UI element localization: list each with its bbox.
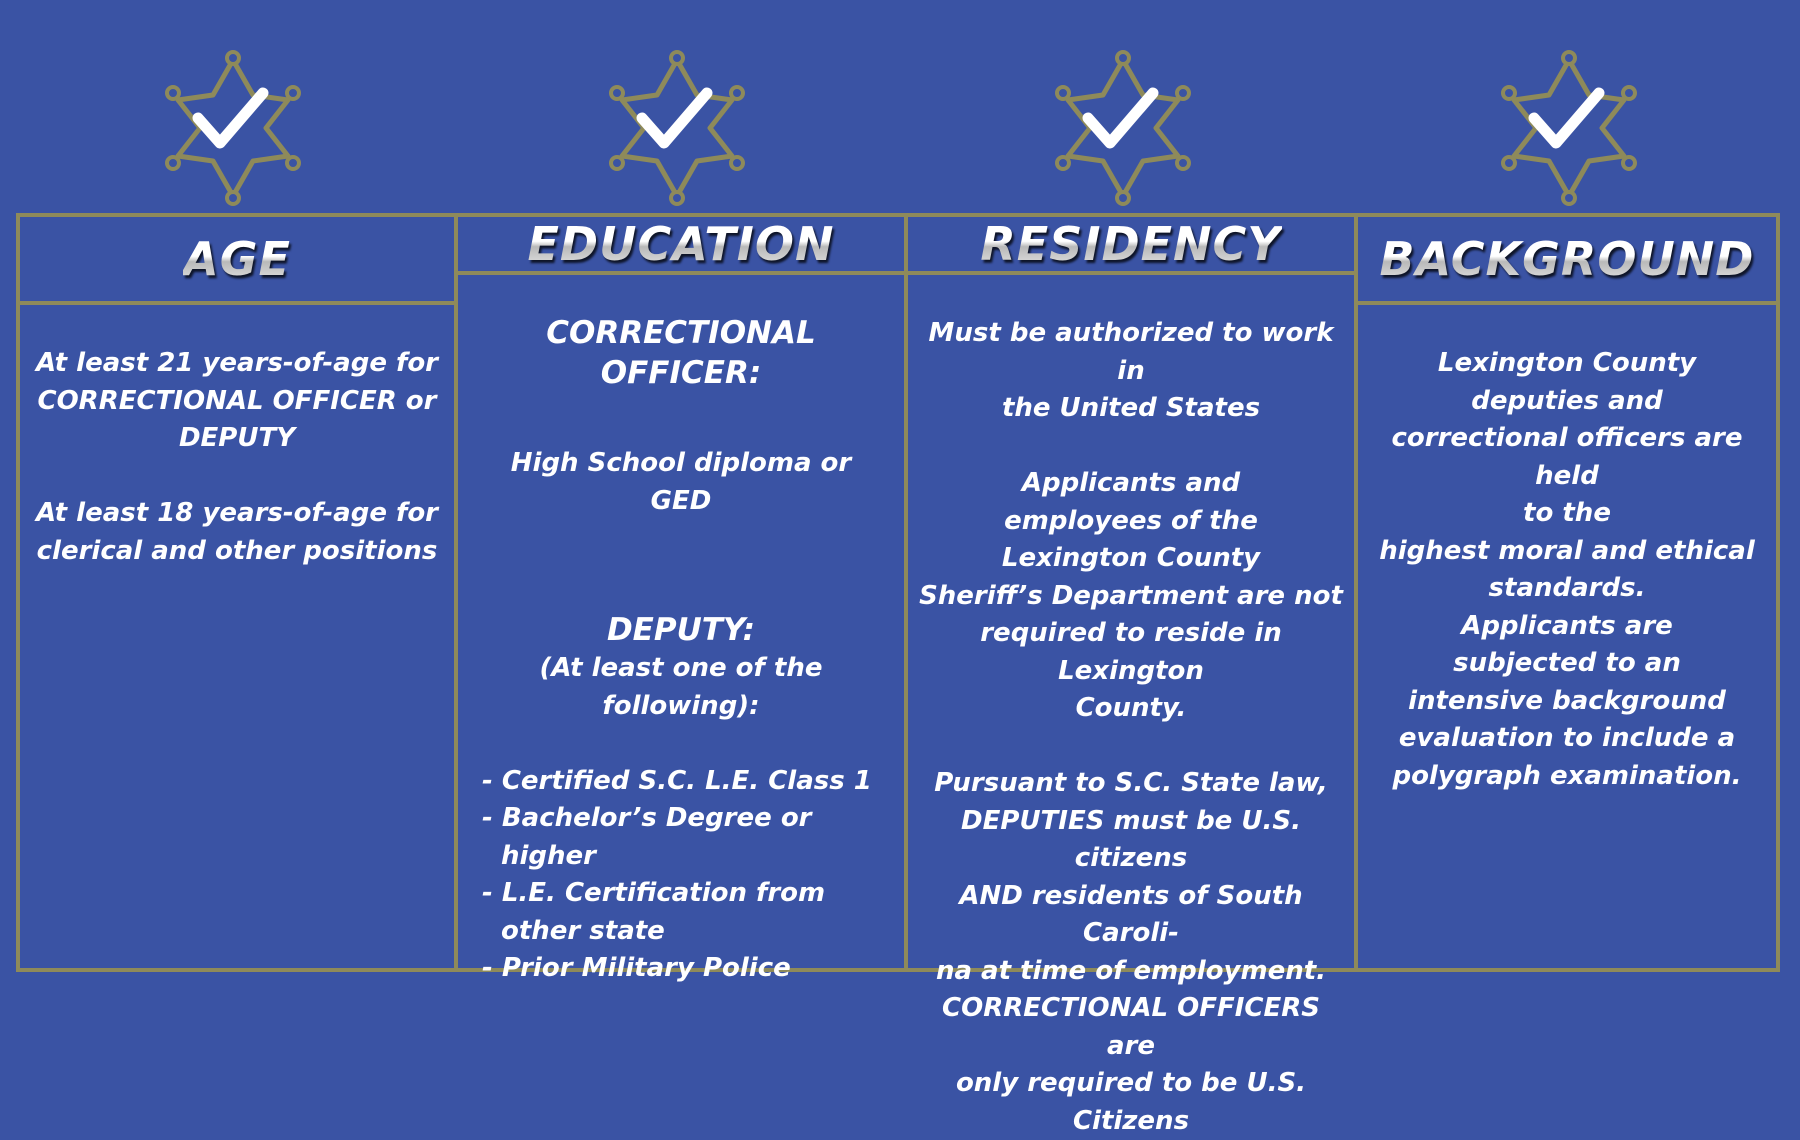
- background-title: BACKGROUND: [1379, 232, 1755, 286]
- age-line: DEPUTY: [178, 423, 296, 453]
- education-deputy-list: [468, 763, 894, 988]
- education-co-heading: CORRECTIONAL OFFICER:: [546, 315, 816, 391]
- residency-line: na at time of employment.: [935, 955, 1327, 986]
- residency-line: CORRECTIONAL OFFICERS are: [942, 993, 1320, 1061]
- residency-header: [908, 217, 1354, 275]
- background-column: [1358, 217, 1776, 968]
- background-line: polygraph examination.: [1392, 760, 1742, 791]
- education-deputy-sub: (At least one of the following):: [539, 653, 823, 721]
- age-body: [20, 305, 454, 968]
- residency-line: Must be authorized to work in: [928, 318, 1334, 386]
- age-line: CORRECTIONAL OFFICER or: [37, 385, 437, 416]
- residency-line: the United States: [1001, 393, 1261, 423]
- residency-line: employees of the: [1004, 505, 1258, 536]
- background-line: evaluation to include a: [1398, 723, 1736, 753]
- residency-line: DEPUTIES must be U.S. citizens: [961, 805, 1301, 873]
- residency-line: Applicants and: [1021, 468, 1241, 498]
- background-line: highest moral and ethical: [1379, 535, 1755, 566]
- residency-line: required to reside in Lexington: [980, 618, 1282, 686]
- background-line: to the: [1523, 498, 1611, 528]
- sheriff-star-check-icon: [1499, 48, 1639, 208]
- residency-line: Pursuant to S.C. State law,: [934, 768, 1328, 798]
- list-item: - L.E. Certification from other state: [482, 878, 826, 946]
- education-body: [458, 275, 904, 988]
- icon-row: [0, 0, 1800, 210]
- background-line: deputies and: [1471, 385, 1663, 416]
- list-item: - Prior Military Police: [482, 953, 791, 983]
- sheriff-star-check-icon-graphic: [1499, 48, 1639, 208]
- age-line: clerical and other positions: [36, 535, 438, 566]
- background-line: subjected to an: [1453, 648, 1681, 678]
- education-title: EDUCATION: [527, 217, 835, 271]
- age-header: [20, 217, 454, 305]
- list-item: - Bachelor’s Degree or higher: [482, 803, 812, 871]
- background-line: Applicants are: [1461, 610, 1673, 641]
- background-line: correctional officers are held: [1391, 423, 1743, 491]
- sheriff-star-check-icon: [163, 48, 303, 208]
- background-header: [1358, 217, 1776, 305]
- residency-line: AND residents of South Caroli-: [959, 880, 1303, 948]
- education-co-line: High School diploma or: [510, 448, 852, 478]
- background-body: [1358, 305, 1776, 968]
- residency-line: County.: [1075, 693, 1187, 723]
- residency-title: RESIDENCY: [980, 217, 1282, 271]
- age-line: At least 21 years-of-age for: [35, 348, 439, 378]
- background-line: standards.: [1488, 573, 1646, 603]
- age-title: AGE: [183, 232, 291, 286]
- education-column: [458, 217, 908, 983]
- sheriff-star-check-icon: [607, 48, 747, 208]
- background-line: intensive background: [1408, 685, 1726, 716]
- sheriff-star-check-icon-graphic: [1053, 48, 1193, 208]
- sheriff-star-check-icon-graphic: [163, 48, 303, 208]
- residency-line: Lexington County: [1001, 543, 1261, 573]
- residency-line: only required to be U.S. Citizens: [955, 1068, 1307, 1136]
- education-header: [458, 217, 904, 275]
- residency-body: [908, 275, 1354, 1140]
- background-line: Lexington County: [1437, 348, 1697, 378]
- residency-column: [908, 217, 1358, 1136]
- list-item: - Certified S.C. L.E. Class 1: [482, 765, 872, 796]
- education-deputy-heading: DEPUTY:: [606, 612, 756, 648]
- residency-line: Sheriff’s Department are not: [919, 580, 1343, 611]
- age-line: At least 18 years-of-age for: [35, 498, 439, 528]
- sheriff-star-check-icon-graphic: [607, 48, 747, 208]
- sheriff-star-check-icon: [1053, 48, 1193, 208]
- requirements-table: [16, 213, 1780, 1136]
- education-co-line: GED: [650, 485, 712, 516]
- age-column: [20, 217, 458, 968]
